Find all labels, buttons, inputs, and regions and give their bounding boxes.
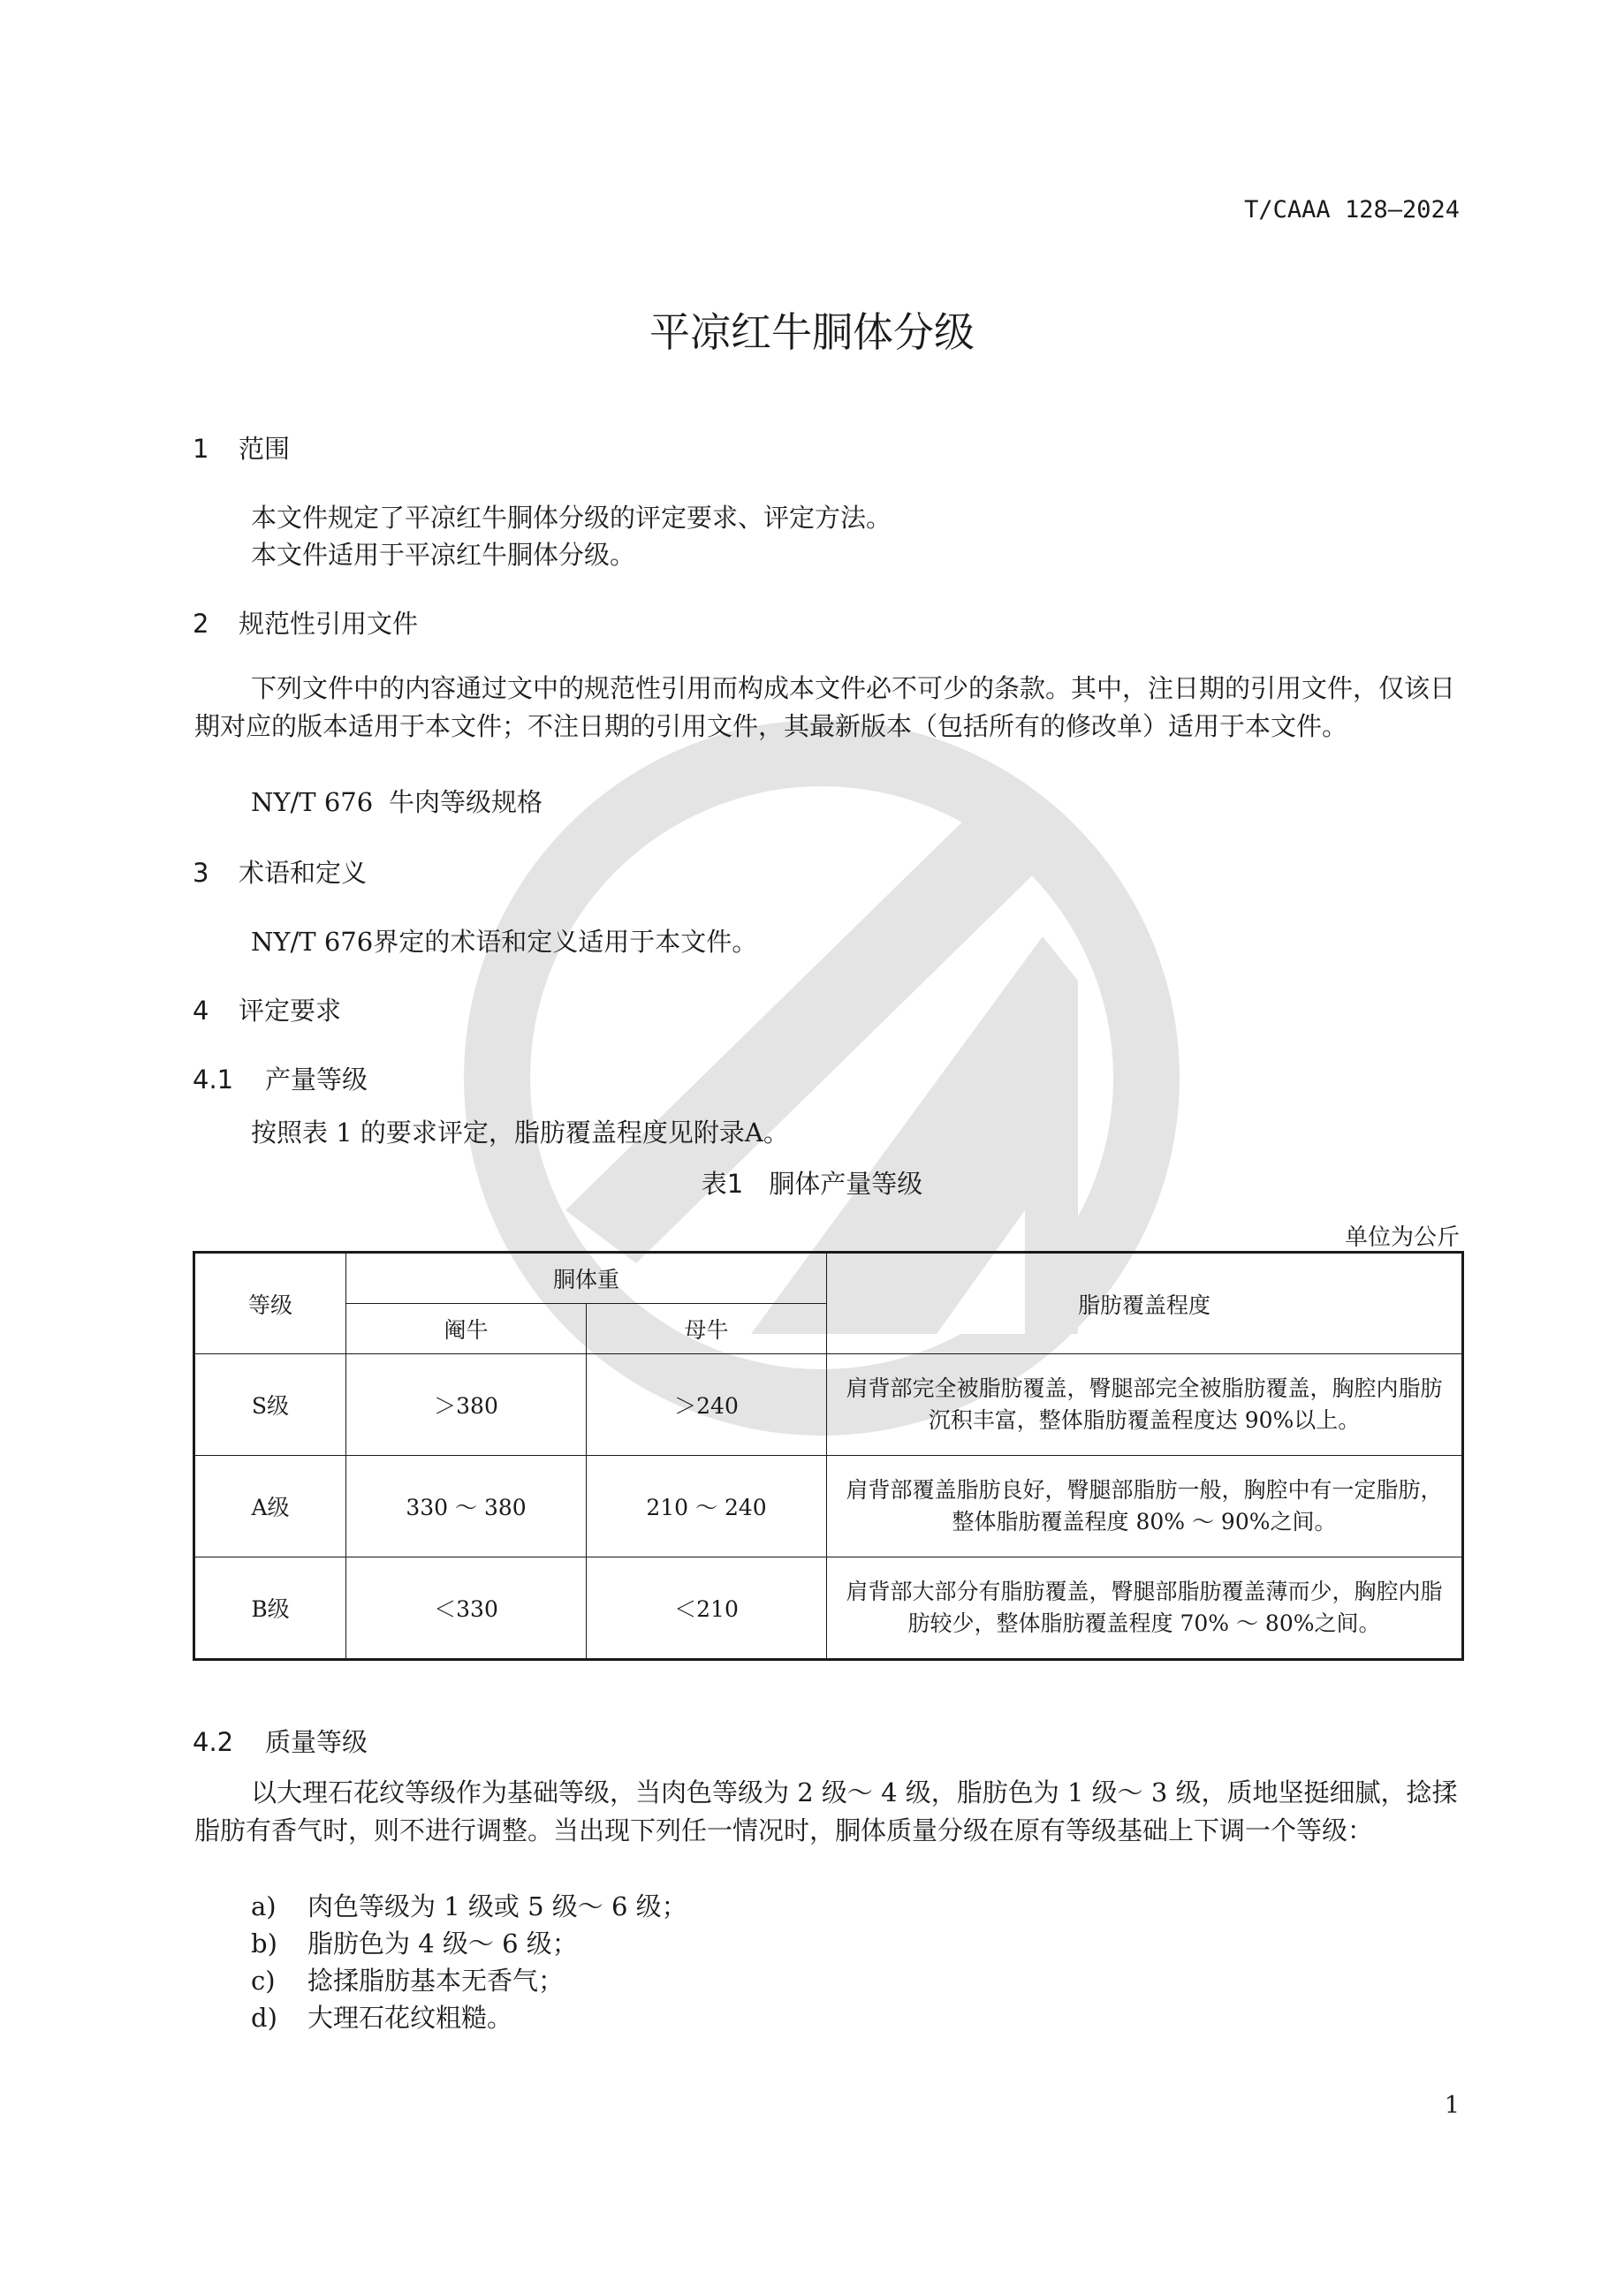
- list-label: c): [251, 1966, 276, 1996]
- header-grade: 等级: [194, 1253, 346, 1354]
- list-text: 肉色等级为 1 级或 5 级～ 6 级；: [307, 1891, 687, 1921]
- section-number: 3: [193, 858, 209, 888]
- table-row: [194, 1456, 1463, 1557]
- cow-weight-cell: ＞240: [587, 1354, 827, 1456]
- grade-cell: S级: [194, 1354, 346, 1456]
- section-title: 规范性引用文件: [239, 609, 419, 639]
- grade-cell: B级: [194, 1557, 346, 1660]
- normative-reference: [251, 783, 543, 819]
- document-title: 平凉红牛胴体分级: [649, 308, 975, 356]
- header-cow: 母牛: [587, 1304, 827, 1354]
- page-number: 1: [1444, 2092, 1460, 2119]
- steer-weight-cell: ＞380: [346, 1354, 587, 1456]
- section-1-heading: [193, 429, 290, 466]
- header-carcass-weight: 胴体重: [346, 1253, 827, 1304]
- steer-weight-cell: 330 ～ 380: [346, 1456, 587, 1557]
- cow-weight-cell: ＜210: [587, 1557, 827, 1660]
- section-4-2-heading: [193, 1723, 368, 1759]
- section-2-heading: [193, 604, 418, 640]
- section-number: 1: [193, 434, 209, 464]
- paragraph: 本文件规定了平凉红牛胴体分级的评定要求、评定方法。: [251, 503, 892, 533]
- header-fat-coverage: 脂肪覆盖程度: [827, 1253, 1463, 1354]
- steer-weight-cell: ＜330: [346, 1557, 587, 1660]
- list-item: [251, 1961, 564, 1997]
- section-title: 质量等级: [265, 1727, 368, 1757]
- reference-title: 牛肉等级规格: [389, 787, 543, 817]
- list-text: 大理石花纹粗糙。: [307, 2003, 513, 2033]
- yield-grade-table: [193, 1251, 1464, 1661]
- list-label: d): [251, 2003, 277, 2033]
- section-title: 范围: [239, 434, 291, 464]
- fat-coverage-cell: 肩背部大部分有脂肪覆盖，臀腿部脂肪覆盖薄而少，胸腔内脂肪较少，整体脂肪覆盖程度 70% ～ 80%之间。: [827, 1557, 1463, 1660]
- section-number: 2: [193, 609, 209, 639]
- cow-weight-cell: 210 ～ 240: [587, 1456, 827, 1557]
- table-caption: 表1 胴体产量等级: [701, 1169, 923, 1199]
- section-title: 评定要求: [239, 996, 342, 1026]
- section-title: 产量等级: [265, 1065, 368, 1095]
- reference-code: NY/T 676: [251, 787, 374, 817]
- list-text: 脂肪色为 4 级～ 6 级；: [307, 1928, 578, 1959]
- paragraph: NY/T 676界定的术语和定义适用于本文件。: [251, 927, 758, 957]
- paragraph: 按照表 1 的要求评定，脂肪覆盖程度见附录A。: [251, 1118, 789, 1148]
- list-item: [251, 1887, 687, 1923]
- section-3-heading: [193, 853, 367, 890]
- fat-coverage-cell: 肩背部完全被脂肪覆盖，臀腿部完全被脂肪覆盖，胸腔内脂肪沉积丰富，整体脂肪覆盖程度达 90%以上。: [827, 1354, 1463, 1456]
- header-steer: 阉牛: [346, 1304, 587, 1354]
- list-item: [251, 1998, 512, 2035]
- section-number: 4.2: [193, 1727, 234, 1757]
- fat-coverage-cell: 肩背部覆盖脂肪良好，臀腿部脂肪一般，胸腔中有一定脂肪，整体脂肪覆盖程度 80% ～ 90%之间。: [827, 1456, 1463, 1557]
- paragraph: 下列文件中的内容通过文中的规范性引用而构成本文件必不可少的条款。其中，注日期的引用文件，仅该日期对应的版本适用于本文件；不注日期的引用文件，其最新版本（包括所有的修改单）适用于本文件。: [194, 673, 1456, 741]
- grade-cell: A级: [194, 1456, 346, 1557]
- list-label: b): [251, 1928, 277, 1959]
- section-4-heading: [193, 991, 341, 1027]
- section-number: 4.1: [193, 1065, 234, 1095]
- section-4-1-heading: [193, 1060, 368, 1096]
- table-row: [194, 1354, 1463, 1456]
- list-text: 捻揉脂肪基本无香气；: [307, 1966, 565, 1996]
- paragraph: 本文件适用于平凉红牛胴体分级。: [251, 540, 636, 570]
- standard-code: T/CAAA 128—2024: [1244, 196, 1460, 224]
- table-row: [194, 1557, 1463, 1660]
- list-label: a): [251, 1891, 277, 1921]
- paragraph: 以大理石花纹等级作为基础等级，当肉色等级为 2 级～ 4 级，脂肪色为 1 级～ 3 级，质地坚挺细腻，捻揉脂肪有香气时，则不进行调整。当出现下列任一情况时，胴体质量分级在原有等级基础上下调一个等级：: [194, 1777, 1458, 1845]
- list-item: [251, 1924, 578, 1960]
- section-number: 4: [193, 996, 209, 1026]
- section-title: 术语和定义: [239, 858, 368, 888]
- table-unit: 单位为公斤: [1344, 1224, 1460, 1251]
